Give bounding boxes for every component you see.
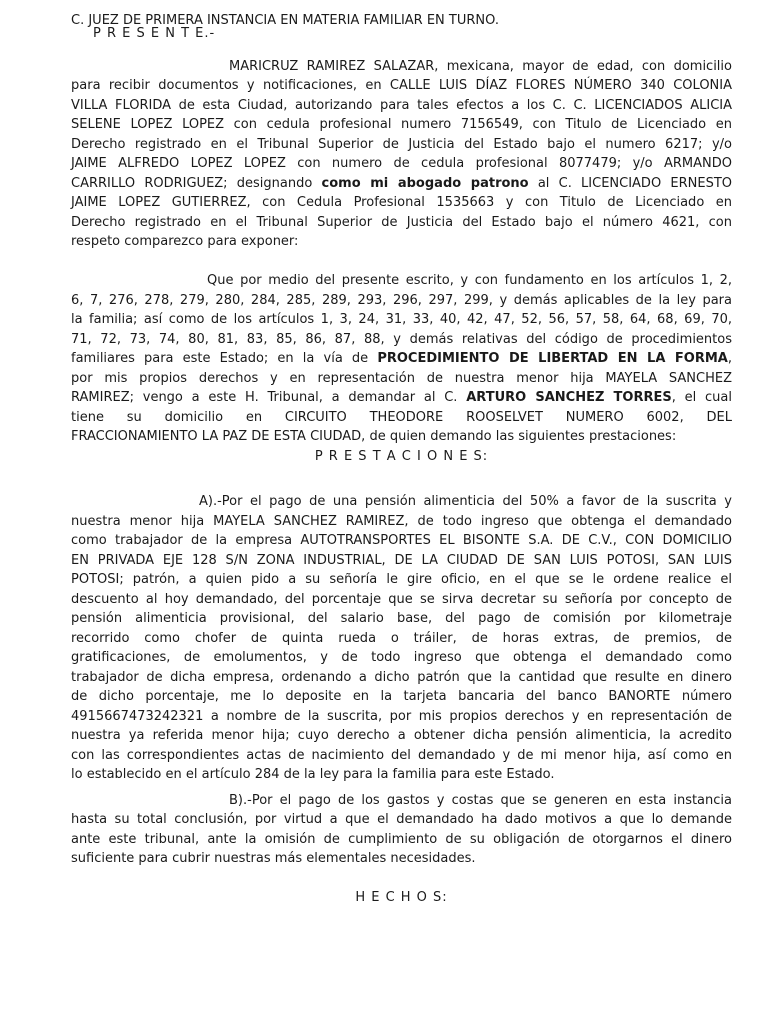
body-line-4: 71, 72, 73, 74, 80, 81, 83, 85, 86, 87, 88, y demás relativas del código de procedimientos	[71, 332, 732, 347]
intro-line-5: Derecho registrado en el Tribunal Superior de Justicia del Estado bajo el numero 6217; y/o	[71, 137, 732, 152]
prestaciones-heading: P R E S T A C I O N E S:	[314, 449, 489, 464]
body-line-6: por mis propios derechos y en representación de nuestra menor hija MAYELA SANCHEZ	[71, 371, 732, 386]
a-line-12: 4915667473242321 a nombre de la suscrita, por mis propios derechos y en representación de	[71, 709, 732, 724]
a-line-1: A).-Por el pago de una pensión alimenticia del 50% a favor de la suscrita y	[199, 494, 732, 509]
intro-line-6: JAIME ALFREDO LOPEZ LOPEZ con numero de cedula profesional 8077479; y/o ARMANDO	[71, 156, 732, 171]
intro-line-4: SELENE LOPEZ LOPEZ con cedula profesional numero 7156549, con Titulo de Licenciado en	[71, 117, 732, 132]
body-line-8: tiene su domicilio en CIRCUITO THEODORE ROOSELVET NUMERO 6002, DEL	[71, 410, 732, 425]
demandado-name-bold: ARTURO SANCHEZ TORRES	[466, 390, 672, 405]
body-line-7-c: , el cual	[671, 390, 732, 405]
a-line-13: nuestra ya referida menor hija; cuyo derecho a obtener dicha pensión alimenticia, la acredito	[71, 728, 732, 743]
presente-line: P R E S E N T E.-	[93, 26, 216, 41]
abogado-patrono-bold: como mi abogado patrono	[321, 176, 529, 191]
procedimiento-bold: PROCEDIMIENTO DE LIBERTAD EN LA FORMA	[377, 351, 728, 366]
a-line-11: de dicho porcentaje, me lo deposite en la tarjeta bancaria del banco BANORTE número	[71, 689, 732, 704]
intro-line-2: para recibir documentos y notificaciones, en CALLE LUIS DÍAZ FLORES NÚMERO 340 COLONIA	[71, 78, 732, 93]
body-line-7	[71, 389, 732, 406]
body-line-2: 6, 7, 276, 278, 279, 280, 284, 285, 289, 293, 296, 297, 299, y demás aplicables de la ley para	[71, 293, 732, 308]
a-line-9: gratificaciones, de emolumentos, y de todo ingreso que obtenga el demandado como	[71, 650, 732, 665]
body-line-1: Que por medio del presente escrito, y con fundamento en los artículos 1, 2,	[207, 273, 732, 288]
a-line-7: pensión alimenticia provisional, del salario base, del pago de comisión por kilometraje	[71, 611, 732, 626]
intro-line-7-a: CARRILLO RODRIGUEZ; designando	[71, 176, 313, 191]
a-line-4: EN PRIVADA EJE 128 S/N ZONA INDUSTRIAL, DE LA CIUDAD DE SAN LUIS POTOSI, SAN LUIS	[71, 553, 732, 568]
intro-line-10: respeto comparezco para exponer:	[71, 234, 299, 249]
hechos-heading: H E C H O S:	[355, 890, 448, 905]
b-line-3: ante este tribunal, ante la omisión de cumplimiento de su obligación de otorgarnos el dinero	[71, 832, 732, 847]
a-line-10: trabajador de dicha empresa, ordenando a dicho patrón que la cantidad que resulte en dinero	[71, 670, 732, 685]
body-line-7-a: RAMIREZ; vengo a este H. Tribunal, a demandar al C.	[71, 390, 458, 405]
addressee-line: C. JUEZ DE PRIMERA INSTANCIA EN MATERIA FAMILIAR EN TURNO.	[71, 13, 499, 28]
a-line-8: recorrido como chofer de quinta rueda o tráiler, de horas extras, de premios, de	[71, 631, 732, 646]
body-line-9: FRACCIONAMIENTO LA PAZ DE ESTA CIUDAD, de quien demando las siguientes prestaciones:	[71, 429, 677, 444]
intro-line-7	[71, 175, 732, 192]
a-line-15: lo establecido en el artículo 284 de la ley para la familia para este Estado.	[71, 767, 555, 782]
body-line-5-a: familiares para este Estado; en la vía de	[71, 351, 369, 366]
intro-line-8: JAIME LOPEZ GUTIERREZ, con Cedula Profesional 1535663 y con Titulo de Licenciado en	[71, 195, 732, 210]
b-line-4: suficiente para cubrir nuestras más elementales necesidades.	[71, 851, 476, 866]
b-line-1: B).-Por el pago de los gastos y costas que se generen en esta instancia	[229, 793, 732, 808]
a-line-14: con las correspondientes actas de nacimiento del demandado y de mi menor hija, así como en	[71, 748, 732, 763]
a-line-6: descuento al hoy demandado, del porcentaje que se sirva decretar su señoría por concepto de	[71, 592, 732, 607]
intro-line-7-c: al C. LICENCIADO ERNESTO	[537, 176, 732, 191]
a-line-5: POTOSI; patrón, a quien pido a su señoría le gire oficio, en el que se le ordene realice el	[71, 572, 732, 587]
intro-line-3: VILLA FLORIDA de esta Ciudad, autorizando para tales efectos a los C. C. LICENCIADOS ALICIA	[71, 98, 732, 113]
a-line-2: nuestra menor hija MAYELA SANCHEZ RAMIREZ, de todo ingreso que obtenga el demandado	[71, 514, 732, 529]
intro-line-9: Derecho registrado en el Tribunal Superior de Justicia del Estado bajo el número 4621, con	[71, 215, 732, 230]
intro-line-1: MARICRUZ RAMIREZ SALAZAR, mexicana, mayor de edad, con domicilio	[229, 59, 732, 74]
a-line-3: como trabajador de la empresa AUTOTRANSPORTES EL BISONTE S.A. DE C.V., CON DOMICILIO	[71, 533, 732, 548]
body-line-5	[71, 350, 732, 367]
body-line-5-c: ,	[727, 351, 732, 366]
body-line-3: la familia; así como de los artículos 1, 3, 24, 31, 33, 40, 42, 47, 52, 56, 57, 58, 64, 68, 69, 70,	[71, 312, 732, 327]
b-line-2: hasta su total conclusión, por virtud a que el demandado ha dado motivos a que lo demande	[71, 812, 732, 827]
